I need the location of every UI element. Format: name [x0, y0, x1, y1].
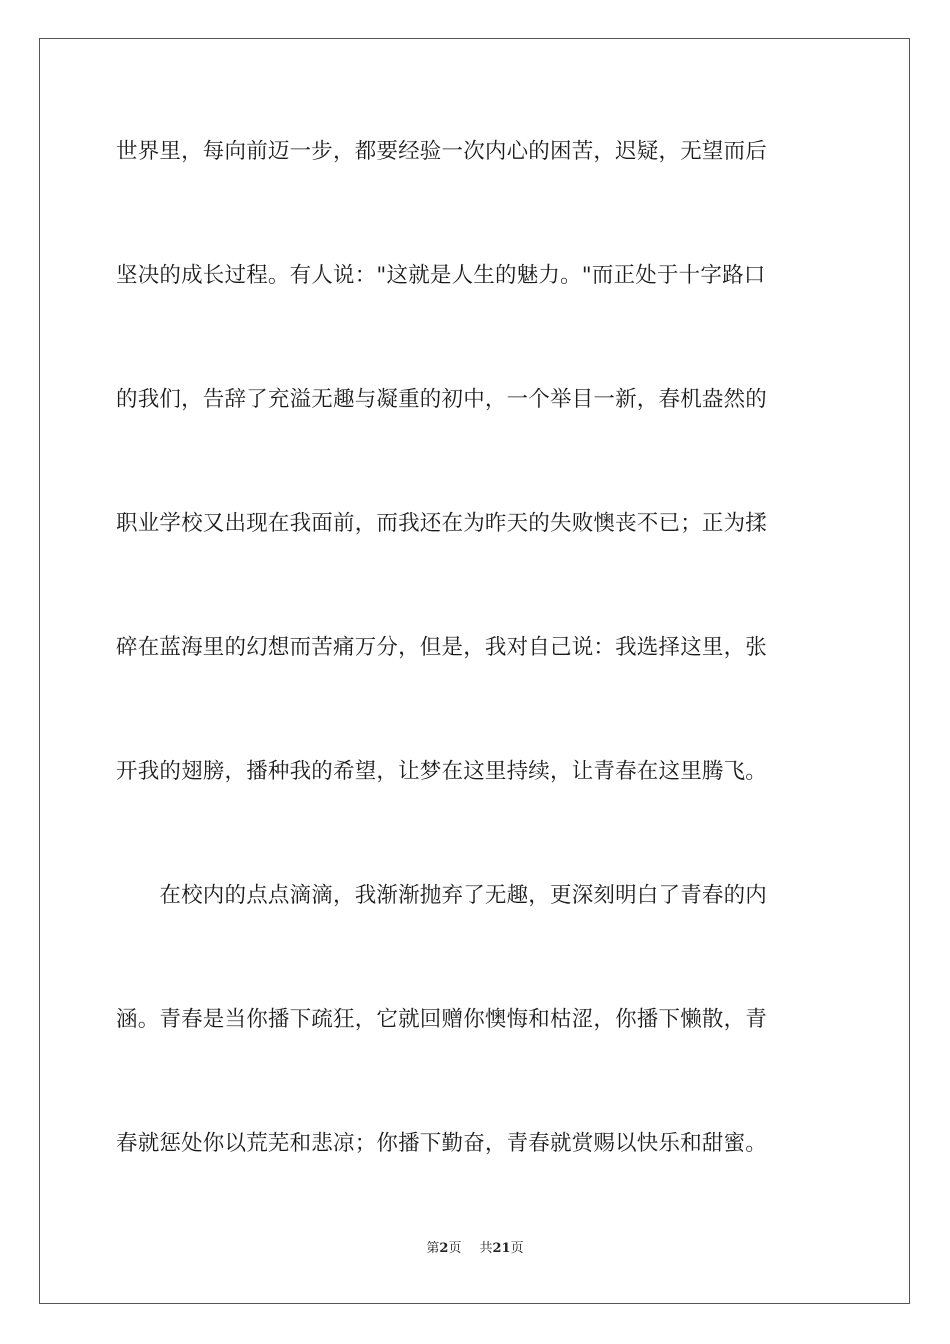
- total-pages: 21: [492, 1241, 511, 1256]
- text-line-8: 涵。青春是当你播下疏狂，它就回赠你懊悔和枯涩，你播下懒散，青: [116, 1007, 768, 1032]
- text-line-2: 坚决的成长过程。有人说："这就是人生的魅力。"而正处于十字路口: [116, 263, 766, 288]
- text-line-6: 开我的翅膀，播种我的希望，让梦在这里持续，让青春在这里腾飞。: [116, 759, 768, 784]
- page-suffix: 页: [448, 1241, 462, 1256]
- text-line-9: 春就惩处你以荒芜和悲凉；你播下勤奋，青春就赏赐以快乐和甜蜜。: [116, 1131, 768, 1156]
- total-suffix: 页: [510, 1241, 524, 1256]
- total-prefix: 共: [479, 1241, 493, 1256]
- page-prefix: 第: [426, 1241, 440, 1256]
- page-footer: [0, 1240, 950, 1258]
- text-line-7: 在校内的点点滴滴，我渐渐抛弃了无趣，更深刻明白了青春的内: [116, 883, 768, 908]
- page-number: 2: [439, 1241, 449, 1256]
- text-line-1: 世界里，每向前迈一步，都要经验一次内心的困苦，迟疑，无望而后: [116, 139, 768, 164]
- text-line-3: 的我们，告辞了充溢无趣与凝重的初中，一个举目一新，春机盎然的: [116, 387, 768, 412]
- text-line-4: 职业学校又出现在我面前，而我还在为昨天的失败懊丧不已；正为揉: [116, 511, 768, 536]
- page-border: [39, 38, 910, 1304]
- text-line-5: 碎在蓝海里的幻想而苦痛万分，但是，我对自己说：我选择这里，张: [116, 635, 768, 660]
